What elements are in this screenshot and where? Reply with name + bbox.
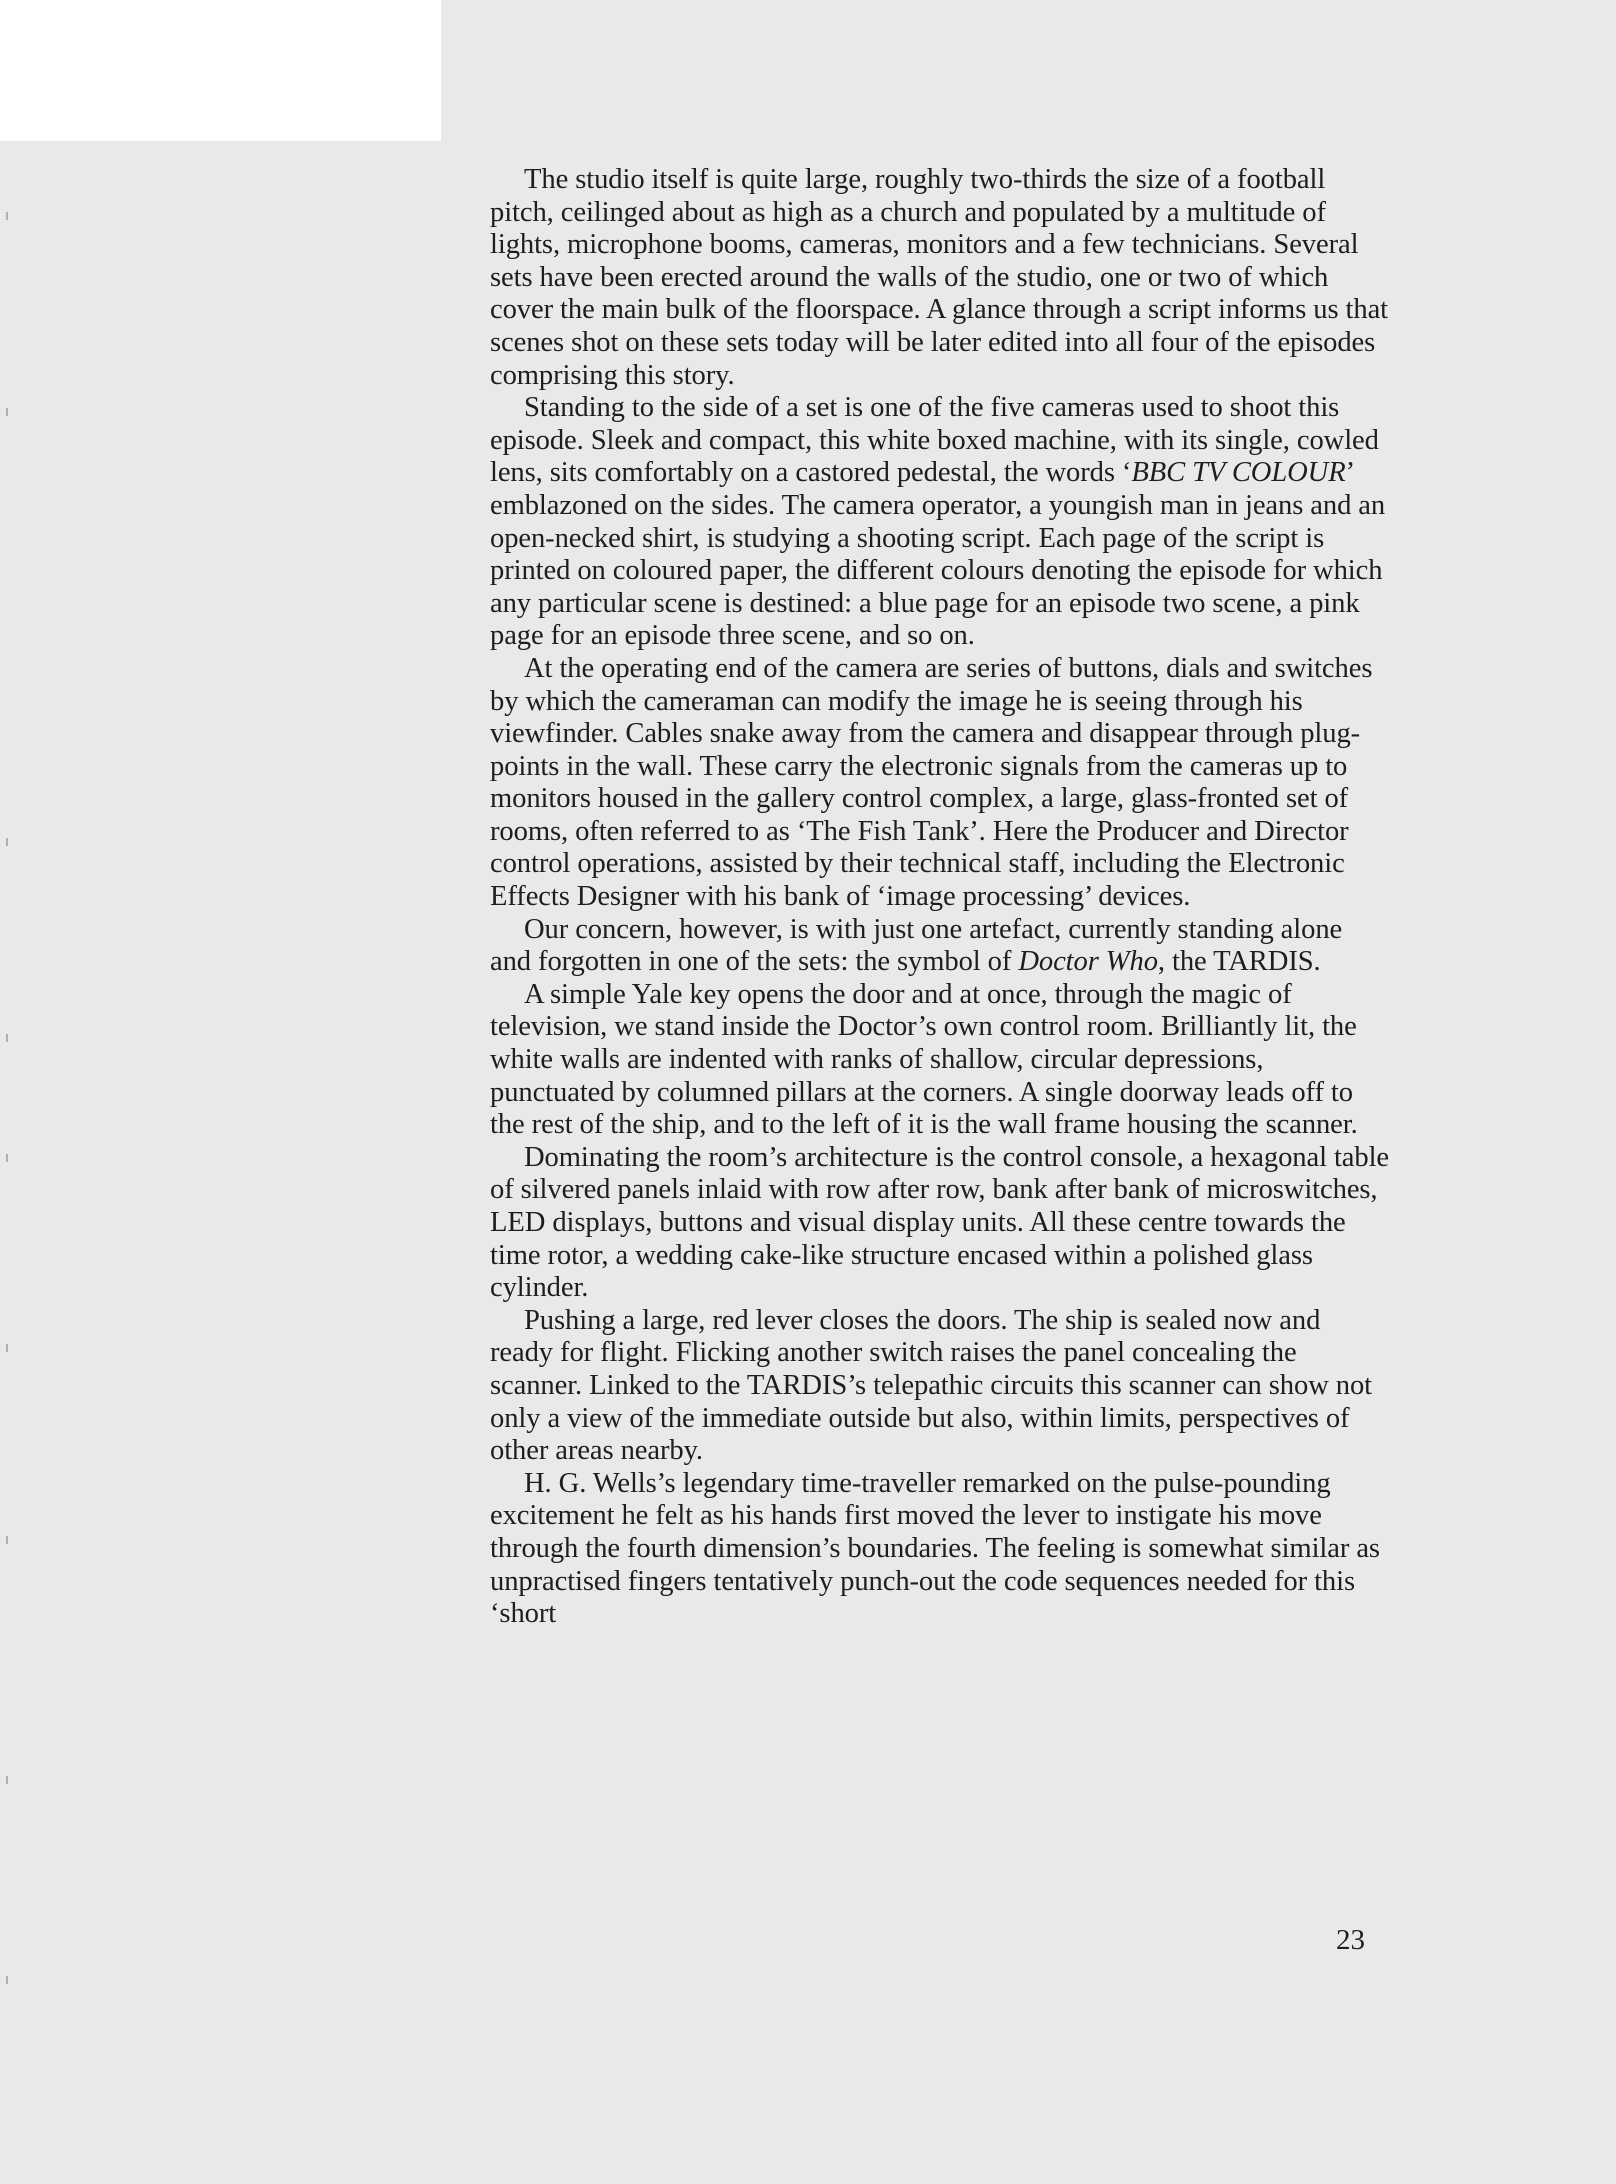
paragraph-camera	[490, 392, 1390, 653]
tardis-text-emphasis: Doctor Who	[1018, 946, 1158, 978]
scan-edge-mark	[6, 408, 8, 416]
scan-edge-mark	[6, 212, 8, 220]
tardis-text-after: , the TARDIS.	[1157, 946, 1321, 978]
paragraph-controls: At the operating end of the camera are series of buttons, dials and switches by which the cameraman can modify the image he is seeing through his viewfinder. Cables snake away from the camera and disappear through plug-points in the wall. These carry the electronic signals from the cameras up to monitors housed in the gallery control complex, a large, glass-fronted set of rooms, often referred to as ‘The Fish Tank’. Here the Producer and Director control operations, assisted by their technical staff, including the Electronic Effects Designer with his bank of ‘image processing’ devices.	[490, 652, 1373, 913]
paragraph-yale-key: A simple Yale key opens the door and at once, through the magic of television, we stand inside the Doctor’s own control room. Brilliantly lit, the white walls are indented with ranks of shallow, circular depressions, punctuated by columned pillars at the corners. A single doorway leads off to the rest of the ship, and to the left of it is the wall frame housing the scanner.	[490, 978, 1358, 1141]
paragraph-tardis	[490, 914, 1390, 979]
paragraph-wells: H. G. Wells’s legendary time-traveller remarked on the pulse-pounding excitement he felt as his hands first moved the lever to instigate his move through the fourth dimension’s boundaries. The feeling is somewhat similar as unpractised fingers tentatively punch-out the code sequences needed for this ‘short	[490, 1467, 1380, 1630]
scan-edge-mark	[6, 1034, 8, 1042]
camera-text-before: Standing to the side of a set is one of the five cameras used to shoot this episode. Sleek and compact, this white boxed machine, with its single, cowled lens, sits comfortably on a castored pedestal, the words ‘	[490, 392, 1379, 489]
paragraph-lever: Pushing a large, red lever closes the doors. The ship is sealed now and ready for flight. Flicking another switch raises the panel concealing the scanner. Linked to the TARDIS’s telepathic circuits this scanner can show not only a view of the immediate outside but also, within limits, perspectives of other areas nearby.	[490, 1304, 1373, 1467]
page-number: 23	[1336, 1924, 1365, 1956]
scan-edge-mark	[6, 1976, 8, 1984]
scan-white-corner	[0, 0, 441, 141]
page-body	[490, 164, 1390, 1631]
paragraph-console: Dominating the room’s architecture is the control console, a hexagonal table of silvered panels inlaid with row after row, bank after bank of microswitches, LED displays, buttons and visual display units. All these centre towards the time rotor, a wedding cake-like structure encased within a polished glass cylinder.	[490, 1141, 1390, 1304]
scan-edge-mark	[6, 1344, 8, 1352]
scan-edge-mark	[6, 1776, 8, 1784]
camera-text-emphasis: BBC TV COLOUR	[1131, 457, 1346, 489]
paragraph-studio: The studio itself is quite large, roughly two-thirds the size of a football pitch, ceilinged about as high as a church and populated by a multitude of lights, microphone booms, cameras, monitors and a few technicians. Several sets have been erected around the walls of the studio, one or two of which cover the main bulk of the floorspace. A glance through a script informs us that scenes shot on these sets today will be later edited into all four of the episodes comprising this story.	[490, 164, 1389, 391]
scan-edge-mark	[6, 838, 8, 846]
tardis-text-before: Our concern, however, is with just one artefact, currently standing alone and forgotten in one of the sets: the symbol of	[490, 913, 1343, 978]
scan-edge-mark	[6, 1536, 8, 1544]
camera-text-after: ’ emblazoned on the sides. The camera operator, a youngish man in jeans and an open-necked shirt, is studying a shooting script. Each page of the script is printed on coloured paper, the different colours denoting the episode for which any particular scene is destined: a blue page for an episode two scene, a pink page for an episode three scene, and so on.	[490, 457, 1386, 652]
scan-edge-mark	[6, 1154, 8, 1162]
